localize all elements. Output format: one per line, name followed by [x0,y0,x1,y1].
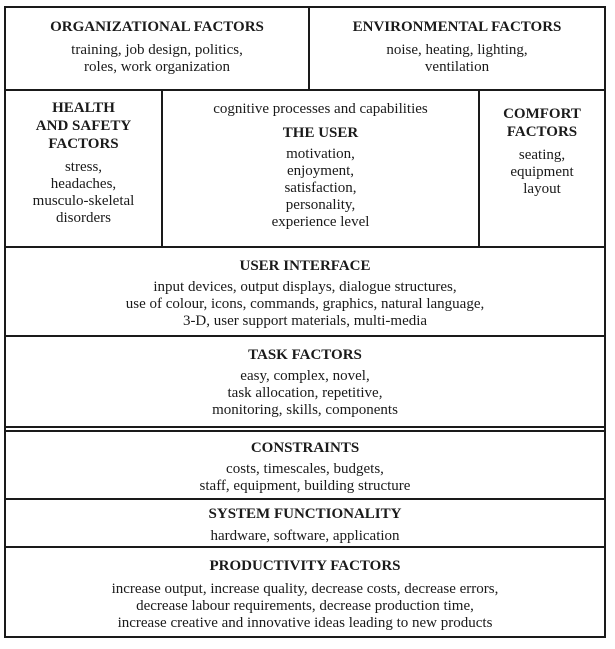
user-line-1: motivation, [286,146,355,162]
health-safety-line-2: headaches, [50,176,117,192]
productivity-factors-line-3: increase creative and innovative ideas leading to new products [117,615,493,631]
comfort-title-line-1: COMFORT [503,106,581,122]
health-safety-line-3: musculo-skeletal [32,193,135,209]
health-safety-line-4: disorders [56,210,111,226]
productivity-factors-box [6,548,604,636]
user-interface-box [6,248,604,335]
user-box [163,91,478,246]
user-title: THE USER [282,125,359,141]
diagram-frame [4,6,606,638]
productivity-factors-line-1: increase output, increase quality, decrease costs, decrease errors, [111,581,499,597]
productivity-factors-line-2: decrease labour requirements, decrease production time, [136,598,474,614]
organizational-factors-box [6,8,308,90]
user-interface-line-3: 3-D, user support materials, multi-media [182,313,428,329]
separator-4a [6,426,604,428]
user-caption: cognitive processes and capabilities [213,101,428,117]
comfort-line-2: equipment [510,164,574,180]
user-line-4: personality, [285,197,356,213]
task-factors-line-1: easy, complex, novel, [240,368,370,384]
health-safety-title-line-1: HEALTH [52,100,115,116]
user-line-5: experience level [271,214,370,230]
organizational-factors-title: ORGANIZATIONAL FACTORS [50,19,264,35]
environmental-factors-line-1: noise, heating, lighting, [386,42,528,58]
user-line-2: enjoyment, [286,163,355,179]
productivity-factors-title: PRODUCTIVITY FACTORS [209,558,401,574]
user-interface-line-2: use of colour, icons, commands, graphics, natural language, [125,296,485,312]
task-factors-line-2: task allocation, repetitive, [227,385,383,401]
constraints-box [6,432,604,498]
task-factors-box [6,337,604,426]
task-factors-title: TASK FACTORS [248,347,362,363]
environmental-factors-line-2: ventilation [424,59,490,75]
health-safety-factors-box [6,91,161,246]
task-factors-line-3: monitoring, skills, components [212,402,398,418]
health-safety-title-line-2: AND SAFETY [35,118,132,134]
user-interface-title: USER INTERFACE [239,258,371,274]
environmental-factors-box [310,8,604,90]
user-line-3: satisfaction, [284,180,357,196]
constraints-title: CONSTRAINTS [250,440,360,456]
comfort-line-1: seating, [518,147,566,163]
comfort-line-3: layout [523,181,561,197]
system-functionality-line-1: hardware, software, application [210,528,400,544]
constraints-line-2: staff, equipment, building structure [199,478,411,494]
health-safety-line-1: stress, [64,159,103,175]
system-functionality-box [6,500,604,546]
system-functionality-title: SYSTEM FUNCTIONALITY [208,506,402,522]
constraints-line-1: costs, timescales, budgets, [226,461,384,477]
comfort-title-line-2: FACTORS [506,124,578,140]
organizational-factors-line-1: training, job design, politics, [71,42,243,58]
environmental-factors-title: ENVIRONMENTAL FACTORS [352,19,562,35]
user-interface-line-1: input devices, output displays, dialogue structures, [153,279,457,295]
comfort-factors-box [480,91,604,246]
health-safety-title-line-3: FACTORS [48,136,119,152]
organizational-factors-line-2: roles, work organization [84,59,230,75]
